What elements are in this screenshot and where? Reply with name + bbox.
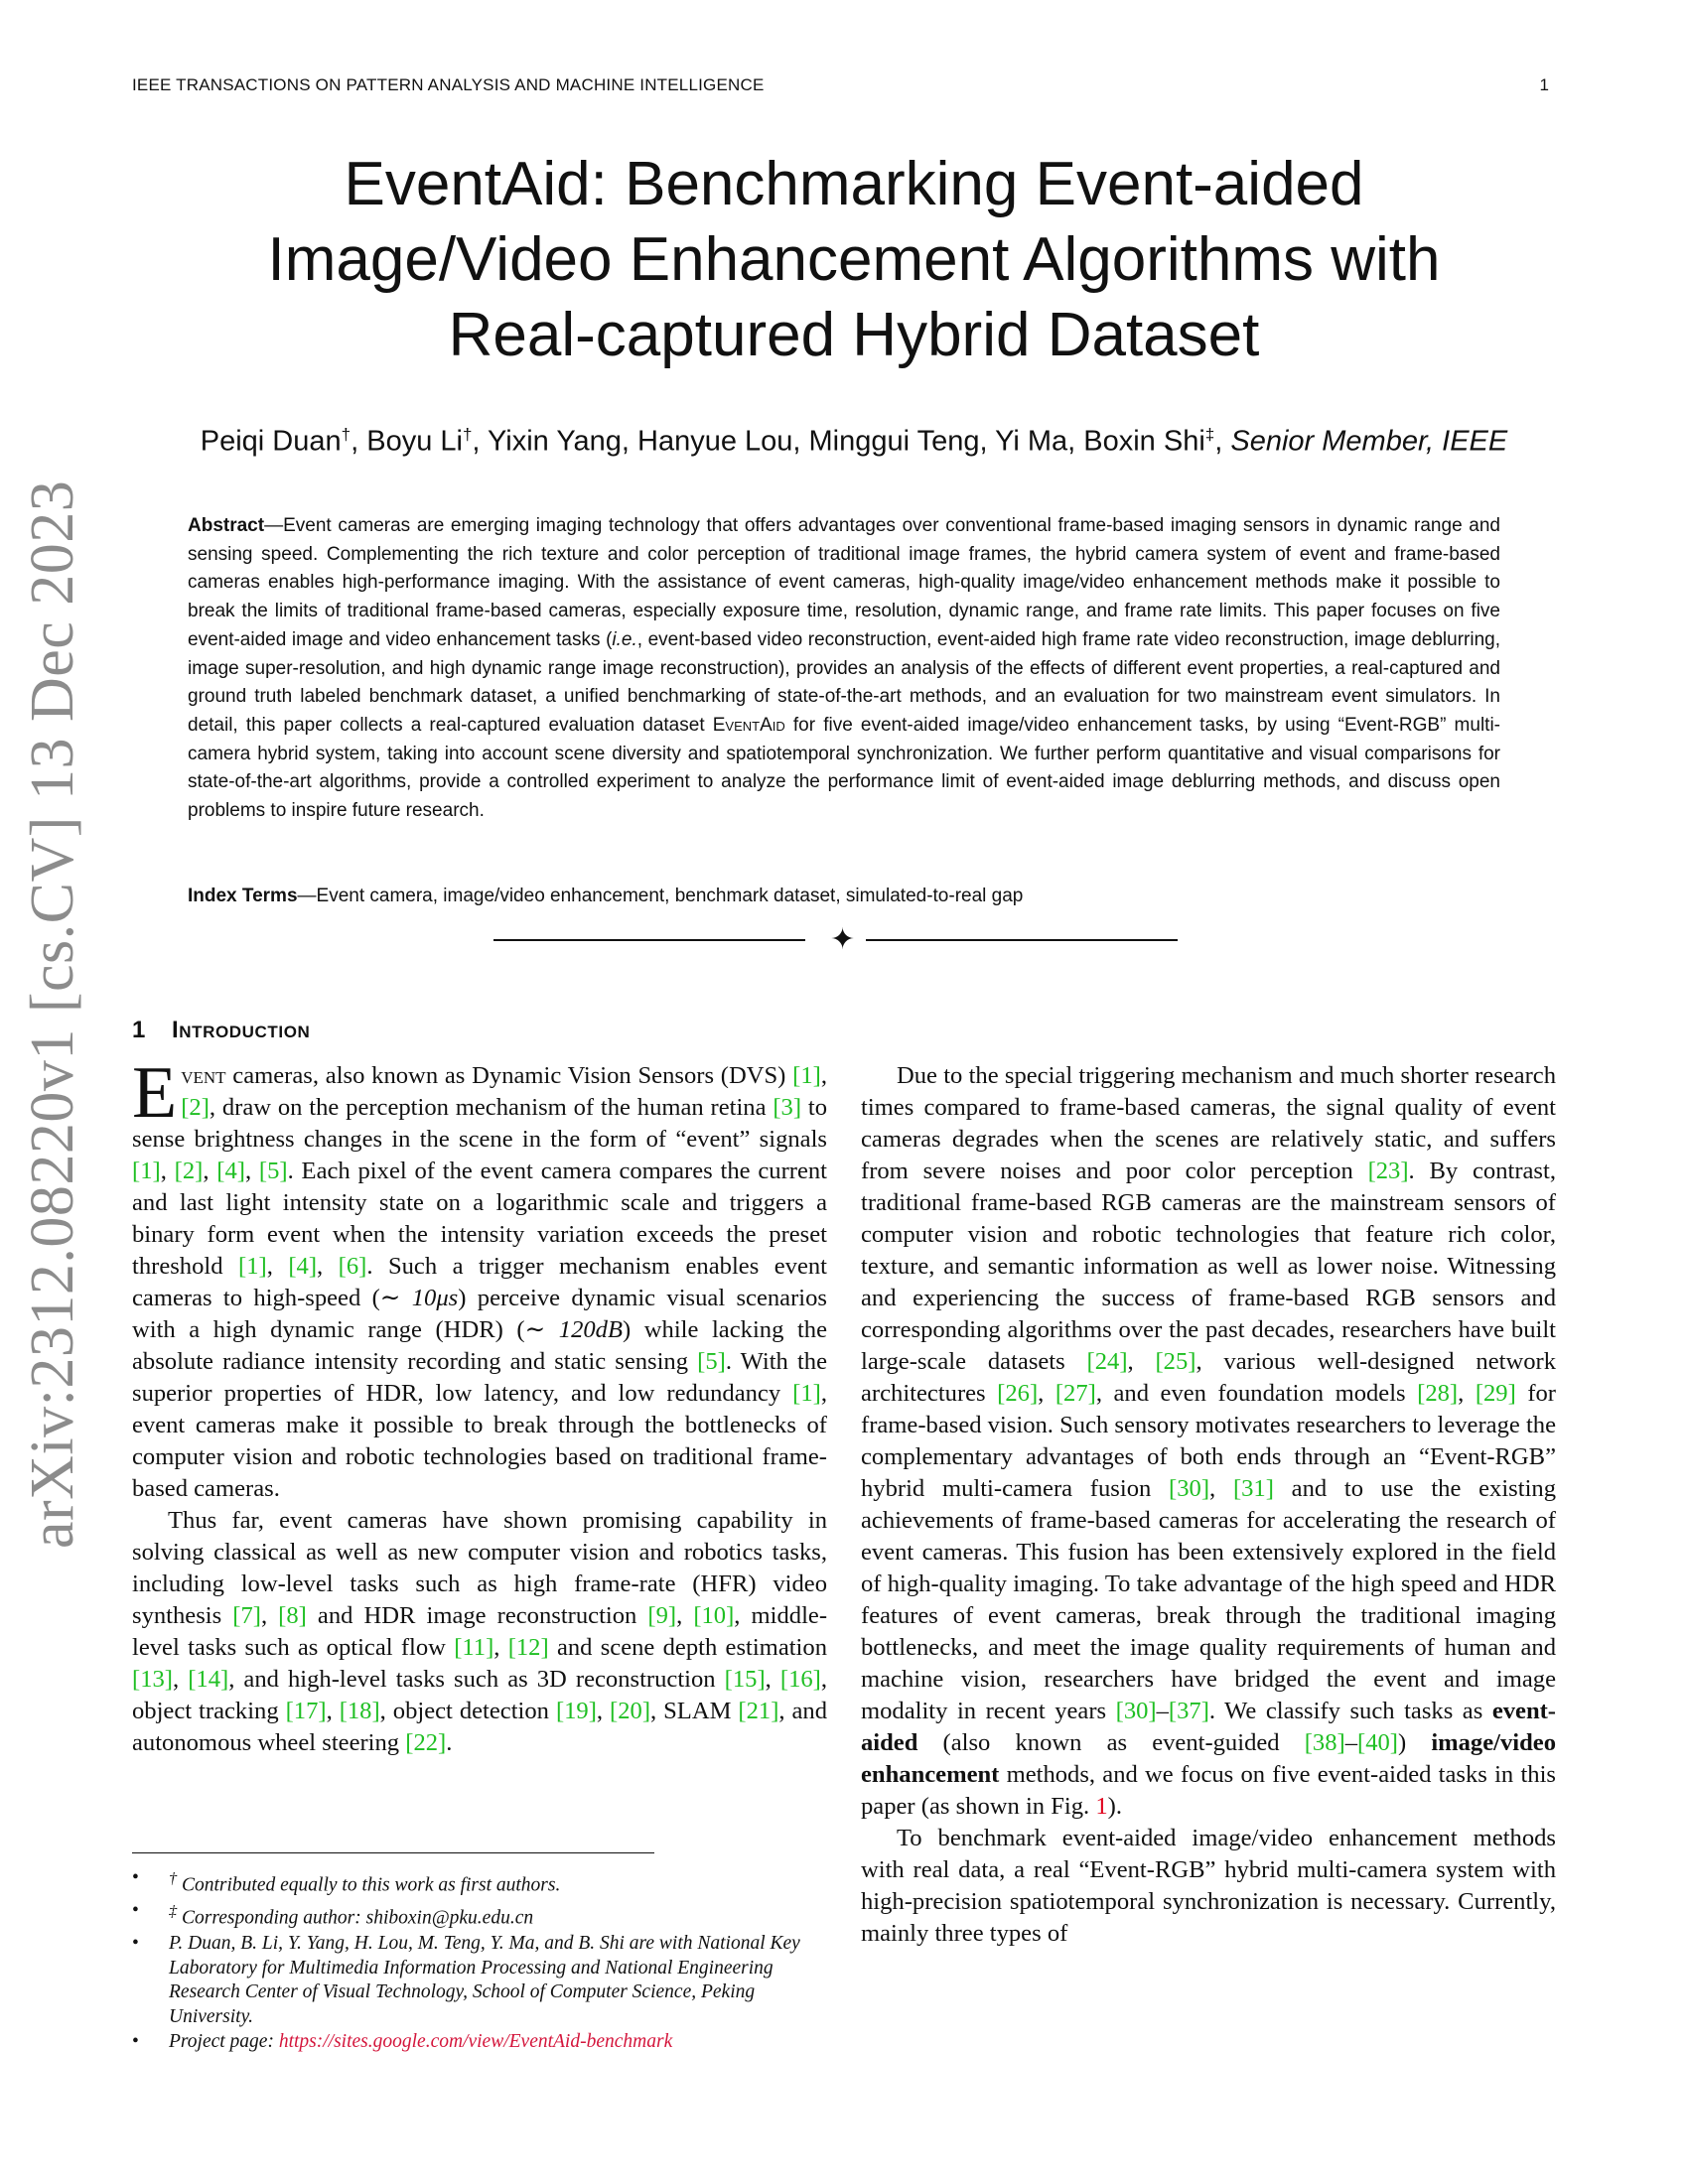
left-column [132, 1052, 828, 1759]
paragraph-text: ). [1107, 1793, 1122, 1820]
paper-title [149, 147, 1559, 373]
footnote-item [132, 1932, 827, 2029]
footnote-text: Contributed equally to this work as first authors. [177, 1874, 561, 1896]
abstract-text: for five event-aided image/video enhancement tasks, by using “Event-RGB” multi-camera hybrid system, taking into account scene diversity and spatiotemporal synchronization. We further perform quantitative and visual comparisons for state-of-the-art algorithms, provide a controlled experiment to analyze the performance limit of event-aided image deblurring methods, and discuss open problems to inspire future research. [188, 714, 1500, 822]
emphasis: event-aided [861, 1698, 1556, 1756]
paragraph-text: , [1209, 1475, 1233, 1502]
footnote-item [132, 1866, 827, 1898]
citation-link[interactable]: [18] [339, 1698, 380, 1724]
footnotes [132, 1866, 827, 2056]
citation-link[interactable]: [2] [181, 1094, 210, 1121]
math-expression: 10μs [411, 1285, 459, 1311]
citation-link[interactable]: [5] [697, 1348, 726, 1375]
paragraph-text: and scene depth estimation [548, 1634, 827, 1661]
index-terms-label: Index Terms [188, 886, 298, 906]
paragraph-text: . We classify such tasks as [1208, 1698, 1492, 1724]
citation-link[interactable]: [12] [507, 1634, 549, 1661]
citation-link[interactable]: [17] [285, 1698, 327, 1724]
paragraph-text: , [160, 1158, 175, 1184]
author-name: , Boyu Li [351, 425, 463, 458]
author-name: Peiqi Duan [200, 425, 342, 458]
figure-reference-link[interactable]: 1 [1095, 1793, 1108, 1820]
citation-link[interactable]: [2] [174, 1158, 204, 1184]
abstract-text: , event-based video reconstruction, event-aided high frame rate video reconstruction, image deblurring, image super-resolution, and high dynamic range image reconstruction), provides an analysis of the effects of different event properties, a real-captured and ground truth labeled benchmark dataset, a unified benchmarking of state-of-the-art methods, and an evaluation for two mainstream event simulators. In detail, this paper collects a real-captured evaluation dataset [188, 628, 1501, 736]
title-line-1: EventAid: Benchmarking Event-aided [344, 150, 1364, 218]
citation-link[interactable]: [28] [1417, 1380, 1459, 1407]
page-number: 1 [1539, 75, 1549, 94]
citation-link[interactable]: [19] [555, 1698, 597, 1724]
footnote-mark: † [169, 1869, 178, 1887]
paragraph-text: , event cameras make it possible to break through the bottlenecks of computer vision and robotic technologies based on traditional frame-based cameras. [132, 1380, 827, 1502]
paragraph-text: – [1156, 1698, 1169, 1724]
paragraph-text: , various well-designed network architectures [861, 1348, 1557, 1407]
citation-link[interactable]: [13] [132, 1666, 173, 1693]
citation-link[interactable]: [20] [610, 1698, 651, 1724]
citation-link[interactable]: [38] [1304, 1729, 1345, 1756]
right-column [861, 1060, 1556, 1950]
paragraph-text: and to use the existing achievements of frame-based cameras for accelerating the research of event cameras. This fusion has been extensively explored in the field of high-quality imaging. To take advantage of the high speed and HDR features of event cameras, break through the traditional imaging bottlenecks, and meet the image quality requirements of human and machine vision, researchers have bridged the event and image modality in recent years [861, 1475, 1557, 1724]
paragraph-text: , object tracking [132, 1666, 828, 1724]
citation-link[interactable]: [6] [338, 1253, 367, 1280]
citation-link[interactable]: [9] [647, 1602, 677, 1629]
footnote-text: Corresponding author: shiboxin@pku.edu.cn [177, 1907, 534, 1929]
citation-link[interactable]: [31] [1232, 1475, 1274, 1502]
paragraph-text: ) [1397, 1729, 1432, 1756]
separator-line-left [493, 939, 805, 941]
math-expression: 120dB [558, 1316, 623, 1343]
bullet-icon: • [132, 1933, 139, 1954]
bullet-icon: • [132, 1867, 139, 1888]
citation-link[interactable]: [3] [773, 1094, 802, 1121]
drop-cap: E [132, 1052, 178, 1134]
bullet-icon: • [132, 2031, 139, 2052]
paragraph-text: , object detection [379, 1698, 556, 1724]
citation-link[interactable]: [1] [792, 1062, 821, 1089]
footnote-text: P. Duan, B. Li, Y. Yang, H. Lou, M. Teng, Y. Ma, and B. Shi are with National Key Laboratory for Multimedia Information Processing and National Engineering Research Center of Visual Technology, School of Computer Science, Peking University. [169, 1933, 800, 2027]
author-separator: , [1214, 425, 1231, 458]
citation-link[interactable]: [14] [188, 1666, 229, 1693]
footnote-item [132, 2030, 827, 2055]
separator-line-right [866, 939, 1178, 941]
footnote-item [132, 1899, 827, 1931]
section-title: Introduction [171, 1017, 311, 1043]
emphasis: image/video enhancement [861, 1729, 1556, 1788]
author-name: , Yixin Yang, Hanyue Lou, Minggui Teng, Yi Ma, Boxin Shi [472, 425, 1205, 458]
paragraph-text: , [820, 1062, 827, 1089]
running-head: IEEE TRANSACTIONS ON PATTERN ANALYSIS AND MACHINE INTELLIGENCE [132, 75, 765, 94]
citation-link[interactable]: [1] [792, 1380, 821, 1407]
citation-link[interactable]: [24] [1086, 1348, 1128, 1375]
citation-link[interactable]: [26] [997, 1380, 1039, 1407]
footnote-text: Project page: [169, 2031, 279, 2052]
abstract-text: —Event cameras are emerging imaging technology that offers advantages over conventional frame-based imaging sensors in dynamic range and sensing speed. Complementing the rich texture and color perception of traditional image frames, the hybrid camera system of event and frame-based cameras enables high-performance imaging. With the assistance of event cameras, high-quality image/video enhancement methods make it possible to break the limits of traditional frame-based cameras, especially exposure time, resolution, dynamic range, and frame rate limits. This paper focuses on five event-aided image and video enhancement tasks ( [188, 515, 1500, 650]
intro-paragraph-3 [861, 1060, 1556, 1823]
citation-link[interactable]: [21] [738, 1698, 779, 1724]
arxiv-stamp[interactable]: arXiv:2312.08220v1 [cs.CV] 13 Dec 2023 [19, 479, 86, 1549]
paragraph-text: . With the superior properties of HDR, low latency, and low redundancy [132, 1348, 827, 1407]
lead-word: vent [181, 1062, 226, 1089]
title-line-2: Image/Video Enhancement Algorithms with [267, 225, 1441, 294]
citation-link[interactable]: [30] [1169, 1475, 1210, 1502]
citation-link[interactable]: [23] [1367, 1158, 1409, 1184]
citation-link[interactable]: [1] [238, 1253, 267, 1280]
paragraph-text: . By contrast, traditional frame-based RGB cameras are the mainstream sensors of computer vision and robotic technologies that feature rich color, texture, and semantic information as well as lower noise. Witnessing and experiencing the success of frame-based RGB sensors and corresponding algorithms over the past decades, researchers have built large-scale datasets [861, 1158, 1556, 1375]
citation-link[interactable]: [16] [779, 1666, 821, 1693]
paragraph-text: ) perceive dynamic visual scenarios with a high dynamic range (HDR) (∼ [132, 1285, 827, 1343]
footnote-mark: ‡ [169, 1902, 178, 1920]
citation-link[interactable]: [29] [1475, 1380, 1516, 1407]
dataset-name: EventAid [712, 714, 785, 736]
paragraph-text: , draw on the perception mechanism of the human retina [209, 1094, 774, 1121]
intro-paragraph-1 [132, 1052, 828, 1505]
author-mark: ‡ [1204, 425, 1215, 444]
paragraph-text: cameras, also known as Dynamic Vision Sensors (DVS) [225, 1062, 793, 1089]
citation-link[interactable]: [30] [1115, 1698, 1157, 1724]
paragraph-text: , [266, 1253, 289, 1280]
citation-link[interactable]: [27] [1055, 1380, 1096, 1407]
citation-link[interactable]: [37] [1168, 1698, 1209, 1724]
citation-link[interactable]: [8] [278, 1602, 307, 1629]
author-mark: † [462, 425, 473, 444]
citation-link[interactable]: [4] [216, 1158, 245, 1184]
separator-diamond-icon: ✦ [830, 922, 856, 957]
abstract-ie: i.e. [612, 628, 637, 650]
section-number: 1 [132, 1017, 146, 1043]
citation-link[interactable]: [10] [693, 1602, 735, 1629]
paragraph-text: , [203, 1158, 217, 1184]
citation-link[interactable]: [15] [724, 1666, 766, 1693]
paragraph-text: (also known as event-guided [917, 1729, 1305, 1756]
paragraph-text: Thus far, event cameras have shown promising capability in solving classical as well as new computer vision and robotics tasks, including low-level tasks such as high frame-rate (HFR) video synthesis [132, 1507, 827, 1629]
intro-paragraph-4: To benchmark event-aided image/video enhancement methods with real data, a real “Event-RGB” hybrid multi-camera system with high-precision spatiotemporal synchronization is necessary. Currently, mainly three types of [861, 1825, 1556, 1947]
paragraph-text: – [1344, 1729, 1357, 1756]
paragraph-text: ) while lacking the absolute radiance intensity recording and static sensing [132, 1316, 827, 1375]
project-page-link[interactable]: https://sites.google.com/view/EventAid-benchmark [278, 2031, 673, 2052]
citation-link[interactable]: [40] [1357, 1729, 1398, 1756]
title-line-3: Real-captured Hybrid Dataset [448, 301, 1260, 369]
paragraph-text: , [260, 1602, 279, 1629]
paragraph-text: , SLAM [650, 1698, 739, 1724]
paragraph-text: to sense brightness changes in the scene in the form of “event” signals [132, 1094, 828, 1153]
intro-paragraph-2 [132, 1505, 827, 1759]
paragraph-text: , [676, 1602, 694, 1629]
citation-link[interactable]: [1] [132, 1158, 161, 1184]
author-membership: Senior Member, IEEE [1230, 425, 1508, 458]
section-heading [132, 1017, 310, 1044]
paragraph-text: , [1458, 1380, 1476, 1407]
citation-link[interactable]: [22] [405, 1729, 447, 1756]
citation-link[interactable]: [25] [1155, 1348, 1196, 1375]
citation-link[interactable]: [4] [288, 1253, 318, 1280]
abstract-label: Abstract [188, 515, 265, 536]
paragraph-text: . Each pixel of the event camera compares the current and last light intensity state on a logarithmic scale and triggers a binary form event when the intensity variation exceeds the preset threshold [132, 1158, 827, 1280]
paragraph-text: , and even foundation models [1095, 1380, 1418, 1407]
index-terms [188, 886, 1500, 907]
paragraph-text: , [317, 1253, 339, 1280]
paragraph-text: , [493, 1634, 508, 1661]
paragraph-text: , [1038, 1380, 1055, 1407]
citation-link[interactable]: [7] [232, 1602, 261, 1629]
paragraph-text: , [765, 1666, 780, 1693]
footnote-rule [132, 1852, 654, 1853]
paragraph-text: . Such a trigger mechanism enables event cameras to high-speed (∼ [132, 1253, 827, 1311]
paragraph-text: Due to the special triggering mechanism and much shorter research times compared to frame-based cameras, the signal quality of event cameras degrades when the scenes are relatively static, and suffers from severe noises and poor color perception [861, 1062, 1556, 1184]
index-terms-text: —Event camera, image/video enhancement, benchmark dataset, simulated-to-real gap [297, 886, 1024, 906]
paragraph-text: , [244, 1158, 259, 1184]
author-mark: † [341, 425, 352, 444]
paragraph-text: and HDR image reconstruction [306, 1602, 648, 1629]
paragraph-text: . [446, 1729, 453, 1756]
paragraph-text: , [1127, 1348, 1156, 1375]
paragraph-text: , [596, 1698, 611, 1724]
citation-link[interactable]: [5] [258, 1158, 288, 1184]
paragraph-text: methods, and we focus on five event-aided tasks in this paper (as shown in Fig. [861, 1761, 1556, 1820]
paragraph-text: , and high-level tasks such as 3D reconstruction [228, 1666, 725, 1693]
paragraph-text: , and autonomous wheel steering [132, 1698, 828, 1756]
paragraph-text: for frame-based vision. Such sensory motivates researchers to leverage the complementary advantages of both ends through an “Event-RGB” hybrid multi-camera fusion [861, 1380, 1557, 1502]
abstract [188, 512, 1500, 826]
bullet-icon: • [132, 1900, 139, 1921]
citation-link[interactable]: [11] [454, 1634, 494, 1661]
author-list [149, 425, 1559, 459]
paragraph-text: , [172, 1666, 189, 1693]
paragraph-text: , [326, 1698, 340, 1724]
paragraph-text: , middle-level tasks such as optical flow [132, 1602, 828, 1661]
